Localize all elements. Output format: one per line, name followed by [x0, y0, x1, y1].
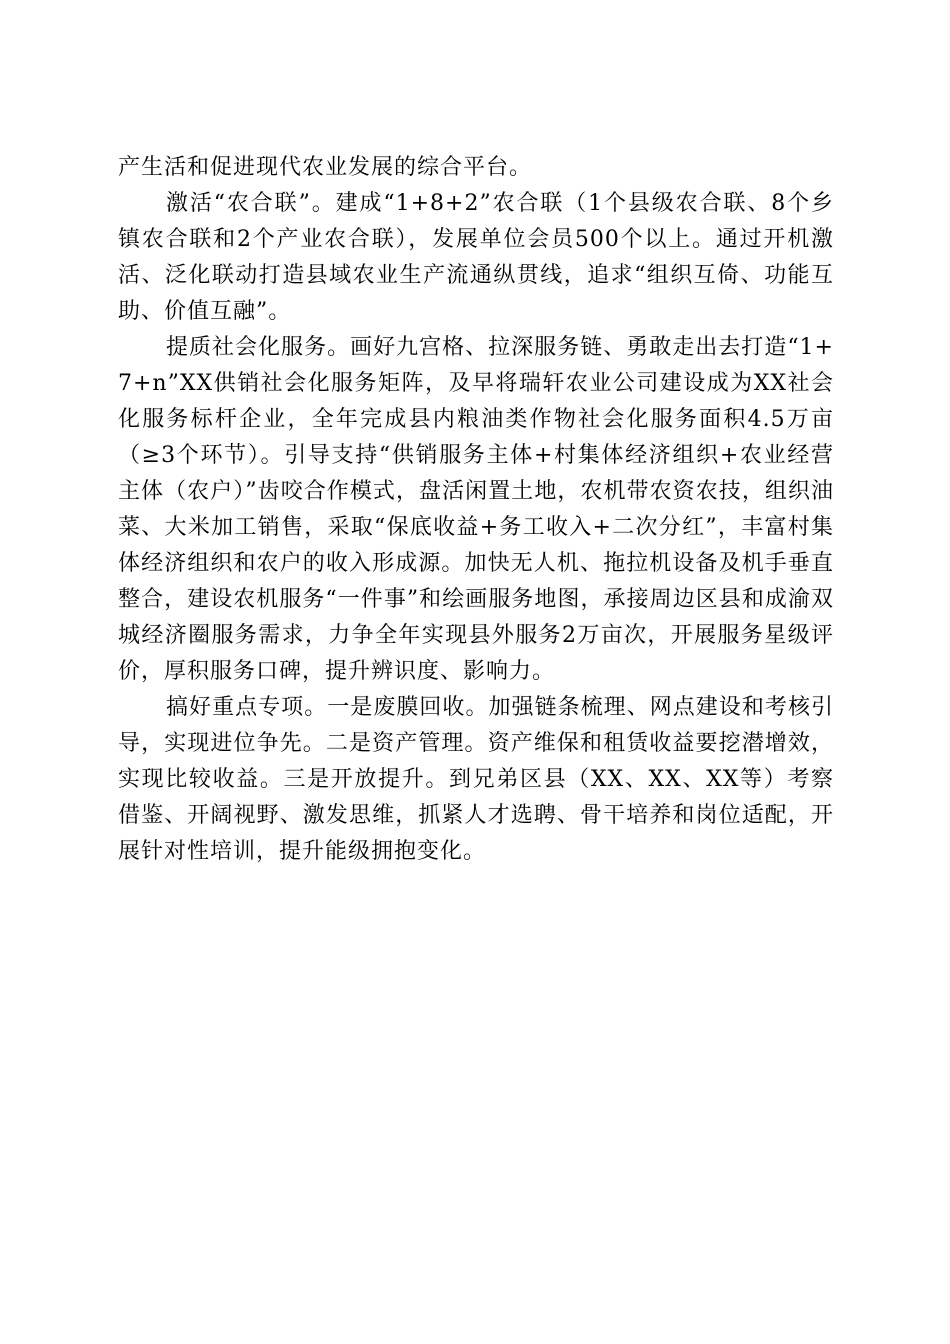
document-body	[118, 150, 834, 870]
paragraph-socialized-service: 提质社会化服务。画好九宫格、拉深服务链、勇敢走出去打造“1+7+n”XX供销社会化服务矩阵，及早将瑞轩农业公司建设成为XX社会化服务标杆企业，全年完成县内粮油类作物社会化服务面积4.5万亩（≥3个环节）。引导支持“供销服务主体+村集体经济组织+农业经营主体（农户）”齿咬合作模式，盘活闲置土地，农机带农资农技，组织油菜、大米加工销售，采取“保底收益+务工收入+二次分红”，丰富村集体经济组织和农户的收入形成源。加快无人机、拖拉机设备及机手垂直整合，建设农机服务“一件事”和绘画服务地图，承接周边区县和成渝双城经济圈服务需求，力争全年实现县外服务2万亩次，开展服务星级评价，厚积服务口碑，提升辨识度、影响力。	[118, 335, 834, 684]
paragraph-key-projects: 搞好重点专项。一是废膜回收。加强链条梳理、网点建设和考核引导，实现进位争先。二是资产管理。资产维保和租赁收益要挖潜增效，实现比较收益。三是开放提升。到兄弟区县（XX、XX、XX等）考察借鉴、开阔视野、激发思维，抓紧人才选聘、骨干培养和岗位适配，开展针对性培训，提升能级拥抱变化。	[118, 695, 834, 864]
paragraph-continuation: 产生活和促进现代农业发展的综合平台。	[118, 155, 533, 180]
paragraph-activate-farm-alliance: 激活“农合联”。建成“1+8+2”农合联（1个县级农合联、8个乡镇农合联和2个产业农合联），发展单位会员500个以上。通过开机激活、泛化联动打造县域农业生产流通纵贯线，追求“组织互倚、功能互助、价值互融”。	[118, 191, 834, 324]
